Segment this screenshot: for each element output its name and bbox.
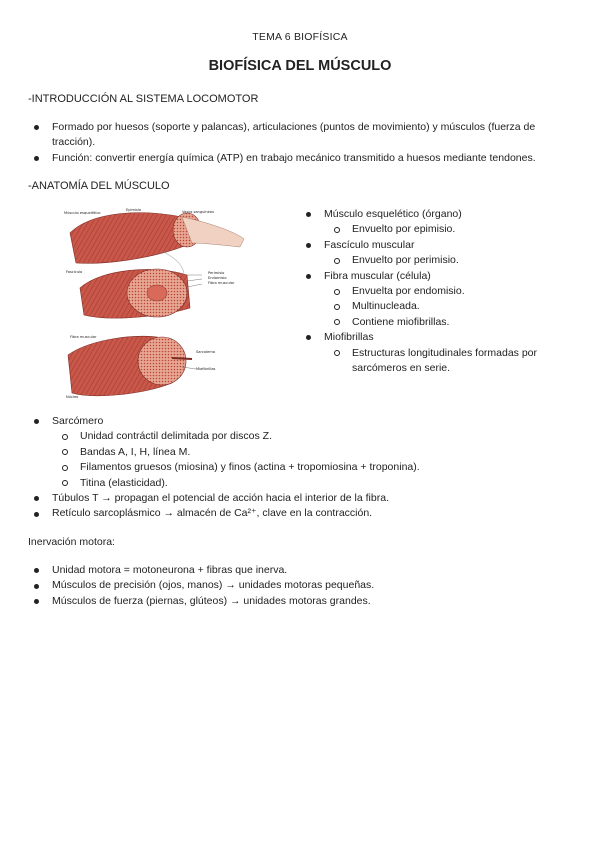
list-item: [300, 238, 572, 269]
sub-list-item: Titina (elasticidad).: [52, 476, 573, 491]
sub-list-item: Bandas A, I, H, línea M.: [52, 445, 573, 460]
figure-label: Fascículo: [66, 270, 83, 274]
intro-list: [28, 120, 568, 166]
figure-label: Epimisio: [126, 208, 142, 212]
list-item: Músculos de precisión (ojos, manos) → unidades motoras pequeñas.: [28, 578, 573, 593]
muscle-anatomy-illustration: [62, 203, 252, 403]
list-item-label: Músculo esquelético (órgano): [324, 208, 462, 220]
figure-label: Músculo esquelético: [64, 211, 101, 215]
list-item: [300, 330, 572, 376]
muscle-fiber-drawing: [68, 336, 196, 396]
list-item: Túbulos T → propagan el potencial de acción hacia el interior de la fibra.: [28, 491, 573, 506]
sub-list-item: Estructuras longitudinales formadas por sarcómeros en serie.: [324, 346, 572, 377]
list-item: Función: convertir energía química (ATP) en trabajo mecánico transmitido a huesos mediante tendones.: [28, 151, 568, 166]
sub-list-item: Unidad contráctil delimitada por discos Z.: [52, 429, 573, 444]
figure-label: Miofibrillas: [196, 367, 216, 371]
sarcomere-list: [28, 414, 573, 522]
figure-label: Sarcolema: [196, 350, 215, 354]
list-item: [300, 207, 572, 238]
sub-list-item: Filamentos gruesos (miosina) y finos (actina + tropomiosina + troponina).: [52, 460, 573, 475]
sub-list-item: Envuelto por perimisio.: [324, 253, 572, 268]
list-item: Retículo sarcoplásmico → almacén de Ca²⁺, clave en la contracción.: [28, 506, 573, 521]
figure-label: Perimisio: [208, 271, 225, 275]
sub-list-item: Contiene miofibrillas.: [324, 315, 572, 330]
list-item: [28, 414, 573, 491]
anatomy-levels-list: [300, 207, 572, 376]
muscle-anatomy-figure: [62, 203, 252, 403]
list-item-label: Miofibrillas: [324, 331, 374, 344]
list-item: [300, 269, 572, 331]
sub-list-item: Envuelto por epimisio.: [324, 222, 572, 237]
figure-label: Vasos sanguíneos: [182, 210, 214, 214]
figure-label: Fibra muscular: [70, 335, 97, 339]
list-item: Unidad motora = motoneurona + fibras que inerva.: [28, 563, 573, 578]
figure-label: Fibra muscular: [208, 281, 235, 285]
fascicle-drawing: [80, 269, 202, 318]
figure-label: Núcleo: [66, 395, 79, 399]
sub-list-item: Multinucleada.: [324, 299, 572, 314]
list-item: Formado por huesos (soporte y palancas), articulaciones (puntos de movimiento) y músculos (fuerza de tracción).: [28, 120, 568, 151]
sub-list-item: Envuelta por endomisio.: [324, 284, 572, 299]
whole-muscle-drawing: [70, 213, 244, 273]
page-title: BIOFÍSICA DEL MÚSCULO: [208, 58, 392, 74]
list-item-label: Fibra muscular (célula): [324, 269, 431, 282]
figure-label: Endomisio: [208, 276, 227, 280]
intro-heading: -INTRODUCCIÓN AL SISTEMA LOCOMOTOR: [28, 93, 259, 105]
header-label: TEMA 6 BIOFÍSICA: [252, 31, 348, 43]
motor-list: [28, 563, 573, 609]
list-item: Músculos de fuerza (piernas, glúteos) → unidades motoras grandes.: [28, 594, 573, 609]
motor-heading: Inervación motora:: [28, 536, 115, 548]
list-item-label: Sarcómero: [52, 415, 104, 427]
list-item-label: Fascículo muscular: [324, 238, 415, 251]
anatomy-heading: -ANATOMÍA DEL MÚSCULO: [28, 180, 170, 192]
